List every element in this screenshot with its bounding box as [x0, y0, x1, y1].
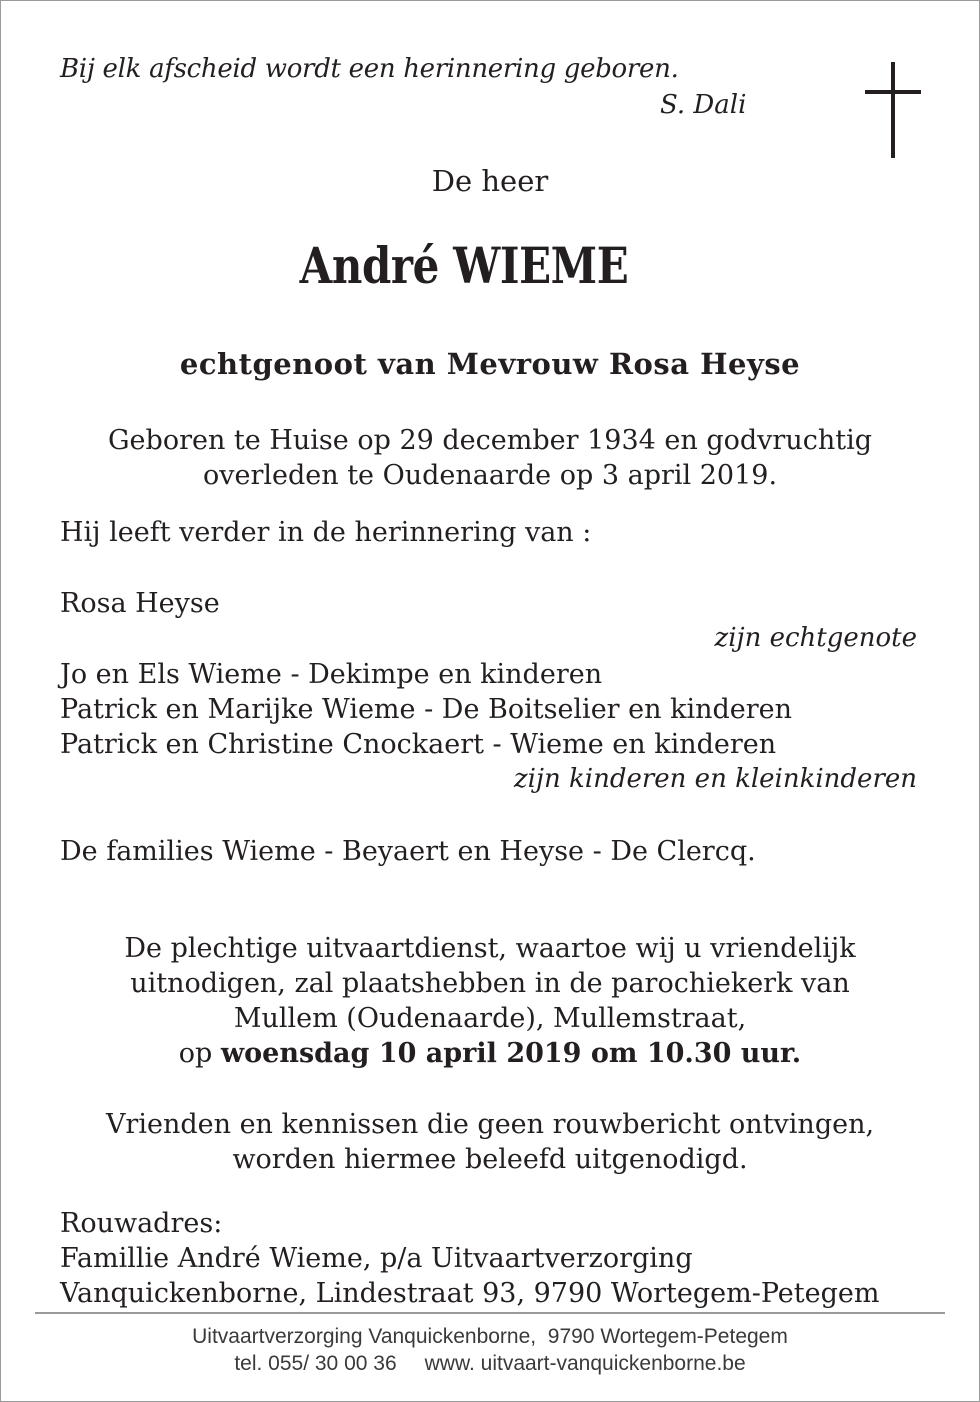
footer-divider	[35, 1312, 945, 1314]
mourner-spouse-name: Rosa Heyse	[60, 588, 220, 619]
mourner-children-relation: zijn kinderen en kleinkinderen	[513, 764, 917, 794]
quote-text: Bij elk afscheid wordt een herinnering geboren.	[60, 54, 679, 84]
footer-website: www. uitvaart-vanquickenborne.be	[424, 1352, 746, 1375]
mourner-child-line: Patrick en Marijke Wieme - De Boitselier en kinderen	[60, 694, 793, 725]
address-line-2: Vanquickenborne, Lindestraat 93, 9790 Wortegem-Petegem	[60, 1278, 880, 1309]
honorific-title: De heer	[431, 164, 549, 198]
memory-intro: Hij leeft verder in de herinnering van :	[60, 517, 592, 548]
address-label: Rouwadres:	[60, 1208, 223, 1239]
mourner-spouse-relation: zijn echtgenote	[714, 623, 917, 653]
mourner-families: De families Wieme - Beyaert en Heyse - De Clercq.	[60, 836, 756, 867]
deceased-name: André WIEME	[299, 236, 629, 295]
footer-company-line	[0, 1325, 980, 1349]
latin-cross-icon	[865, 62, 921, 158]
spouse-line: echtgenoot van Mevrouw Rosa Heyse	[179, 347, 801, 381]
service-line-1: De plechtige uitvaartdienst, waartoe wij u vriendelijk	[124, 933, 856, 964]
funeral-service-notice	[0, 931, 980, 1071]
birth-death-notice	[0, 423, 980, 493]
service-date-time: woensdag 10 april 2019 om 10.30 uur.	[220, 1038, 802, 1069]
quote-author: S. Dali	[660, 90, 747, 120]
friends-notice	[0, 1107, 980, 1177]
birth-death-line-1: Geboren te Huise op 29 december 1934 en godvruchtig	[107, 425, 872, 456]
footer-phone: tel. 055/ 30 00 36	[234, 1352, 397, 1375]
address-line-1: Famillie André Wieme, p/a Uitvaartverzorging	[60, 1243, 693, 1274]
footer-location: 9790 Wortegem-Petegem	[547, 1325, 788, 1348]
service-line-3: Mullem (Oudenaarde), Mullemstraat,	[233, 1003, 747, 1034]
footer-contact-line	[0, 1352, 980, 1376]
service-date-prefix: op	[178, 1038, 213, 1069]
service-line-2: uitnodigen, zal plaatshebben in de parochiekerk van	[130, 968, 850, 999]
service-line-4	[0, 1036, 980, 1071]
footer-company: Uitvaartverzorging Vanquickenborne,	[192, 1325, 537, 1348]
friends-line-1: Vrienden en kennissen die geen rouwbericht ontvingen,	[105, 1109, 875, 1140]
mourner-child-line: Jo en Els Wieme - Dekimpe en kinderen	[60, 659, 603, 690]
mourning-address	[60, 1206, 879, 1311]
mourner-child-line: Patrick en Christine Cnockaert - Wieme en kinderen	[60, 729, 777, 760]
birth-death-line-2: overleden te Oudenaarde op 3 april 2019.	[202, 460, 778, 491]
friends-line-2: worden hiermee beleefd uitgenodigd.	[232, 1144, 748, 1175]
